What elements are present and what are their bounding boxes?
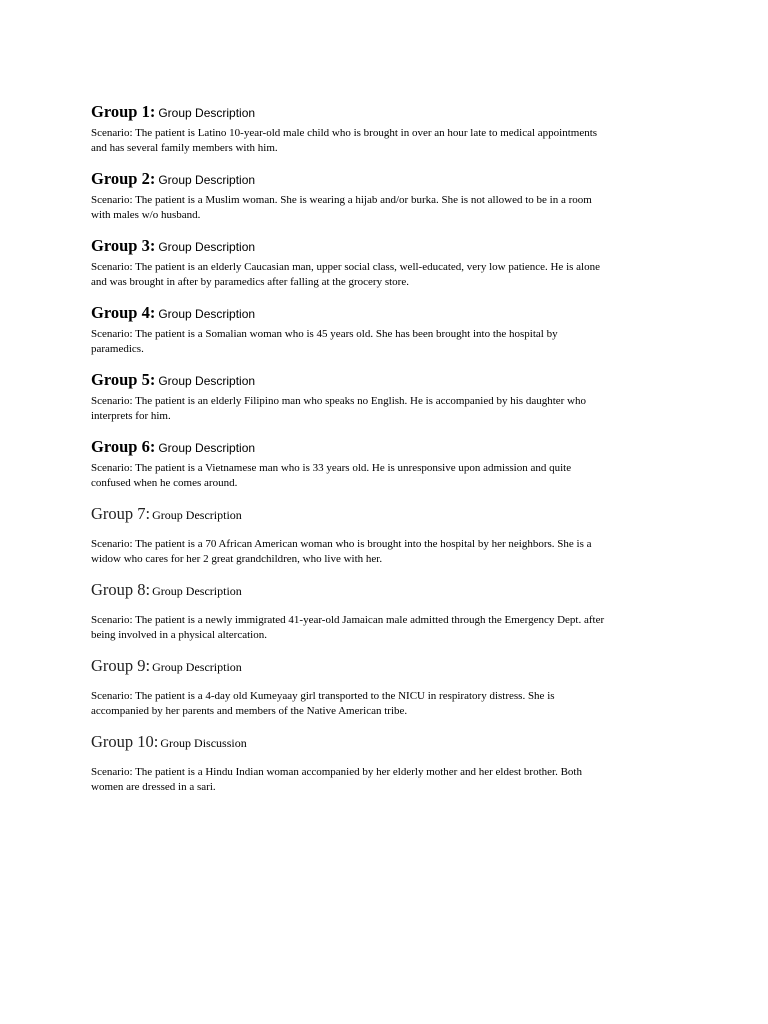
group-title: Group 4: (91, 303, 156, 322)
group-description: Group Description (158, 441, 256, 455)
group-scenario (91, 689, 691, 719)
group-description: Group Description (152, 584, 242, 598)
group-heading (91, 437, 691, 458)
group-scenario (91, 394, 691, 424)
group-title: Group 5: (91, 370, 156, 389)
group-description: Group Description (158, 374, 256, 388)
group-heading (91, 370, 691, 391)
group-8 (91, 580, 691, 643)
group-title: Group 8: (91, 580, 151, 599)
scenario-line: women are dressed in a sari. (91, 781, 216, 793)
scenario-line: Scenario: The patient is Latino 10-year-old male child who is brought in over an hour late to medical appointments (91, 127, 598, 139)
group-description: Group Description (158, 240, 256, 254)
group-heading (91, 504, 691, 525)
group-10 (91, 732, 691, 795)
group-description: Group Description (158, 173, 256, 187)
group-scenario (91, 126, 691, 156)
group-9 (91, 656, 691, 719)
group-2 (91, 169, 691, 223)
document-page (91, 102, 691, 808)
group-5 (91, 370, 691, 424)
group-description: Group Description (158, 307, 256, 321)
group-scenario (91, 327, 691, 357)
group-title: Group 6: (91, 437, 156, 456)
scenario-line: confused when he comes around. (91, 477, 238, 489)
group-title: Group 7: (91, 504, 151, 523)
group-scenario (91, 765, 691, 795)
scenario-line: Scenario: The patient is an elderly Filipino man who speaks no English. He is accompanied by his daughter who (91, 395, 586, 407)
group-title: Group 1: (91, 102, 156, 121)
scenario-line: being involved in a physical altercation. (91, 629, 267, 641)
group-4 (91, 303, 691, 357)
scenario-line: Scenario: The patient is a 70 African American woman who is brought into the hospital by her neighbors. She is a (91, 538, 592, 550)
group-description: Group Description (152, 660, 242, 674)
group-heading (91, 102, 691, 123)
scenario-line: and was brought in after by paramedics after falling at the grocery store. (91, 276, 409, 288)
scenario-line: Scenario: The patient is a Hindu Indian woman accompanied by her elderly mother and her eldest brother. Both (91, 766, 582, 778)
group-heading (91, 656, 691, 677)
group-description: Group Discussion (160, 736, 247, 750)
group-heading (91, 169, 691, 190)
scenario-line: paramedics. (91, 343, 144, 355)
group-heading (91, 580, 691, 601)
scenario-line: with males w/o husband. (91, 209, 201, 221)
group-1 (91, 102, 691, 156)
group-heading (91, 303, 691, 324)
group-scenario (91, 461, 691, 491)
scenario-line: Scenario: The patient is a Somalian woman who is 45 years old. She has been brought into the hospital by (91, 328, 558, 340)
group-description: Group Description (152, 508, 242, 522)
group-scenario (91, 193, 691, 223)
group-description: Group Description (158, 106, 256, 120)
group-title: Group 2: (91, 169, 156, 188)
group-scenario (91, 537, 691, 567)
scenario-line: Scenario: The patient is a Muslim woman. She is wearing a hijab and/or burka. She is not allowed to be in a room (91, 194, 592, 206)
group-6 (91, 437, 691, 491)
group-scenario (91, 260, 691, 290)
scenario-line: and has several family members with him. (91, 142, 278, 154)
scenario-line: accompanied by her parents and members of the Native American tribe. (91, 705, 408, 717)
group-title: Group 9: (91, 656, 151, 675)
scenario-line: Scenario: The patient is a 4-day old Kumeyaay girl transported to the NICU in respiratory distress. She is (91, 690, 555, 702)
group-heading (91, 236, 691, 257)
scenario-line: Scenario: The patient is an elderly Caucasian man, upper social class, well-educated, very low patience. He is alone (91, 261, 600, 273)
group-7 (91, 504, 691, 567)
group-scenario (91, 613, 691, 643)
scenario-line: Scenario: The patient is a newly immigrated 41-year-old Jamaican male admitted through the Emergency Dept. after (91, 614, 605, 626)
scenario-line: interprets for him. (91, 410, 171, 422)
group-title: Group 10: (91, 732, 159, 751)
scenario-line: Scenario: The patient is a Vietnamese man who is 33 years old. He is unresponsive upon admission and quite (91, 462, 572, 474)
group-title: Group 3: (91, 236, 156, 255)
group-heading (91, 732, 691, 753)
scenario-line: widow who cares for her 2 great grandchildren, who live with her. (91, 553, 383, 565)
group-3 (91, 236, 691, 290)
